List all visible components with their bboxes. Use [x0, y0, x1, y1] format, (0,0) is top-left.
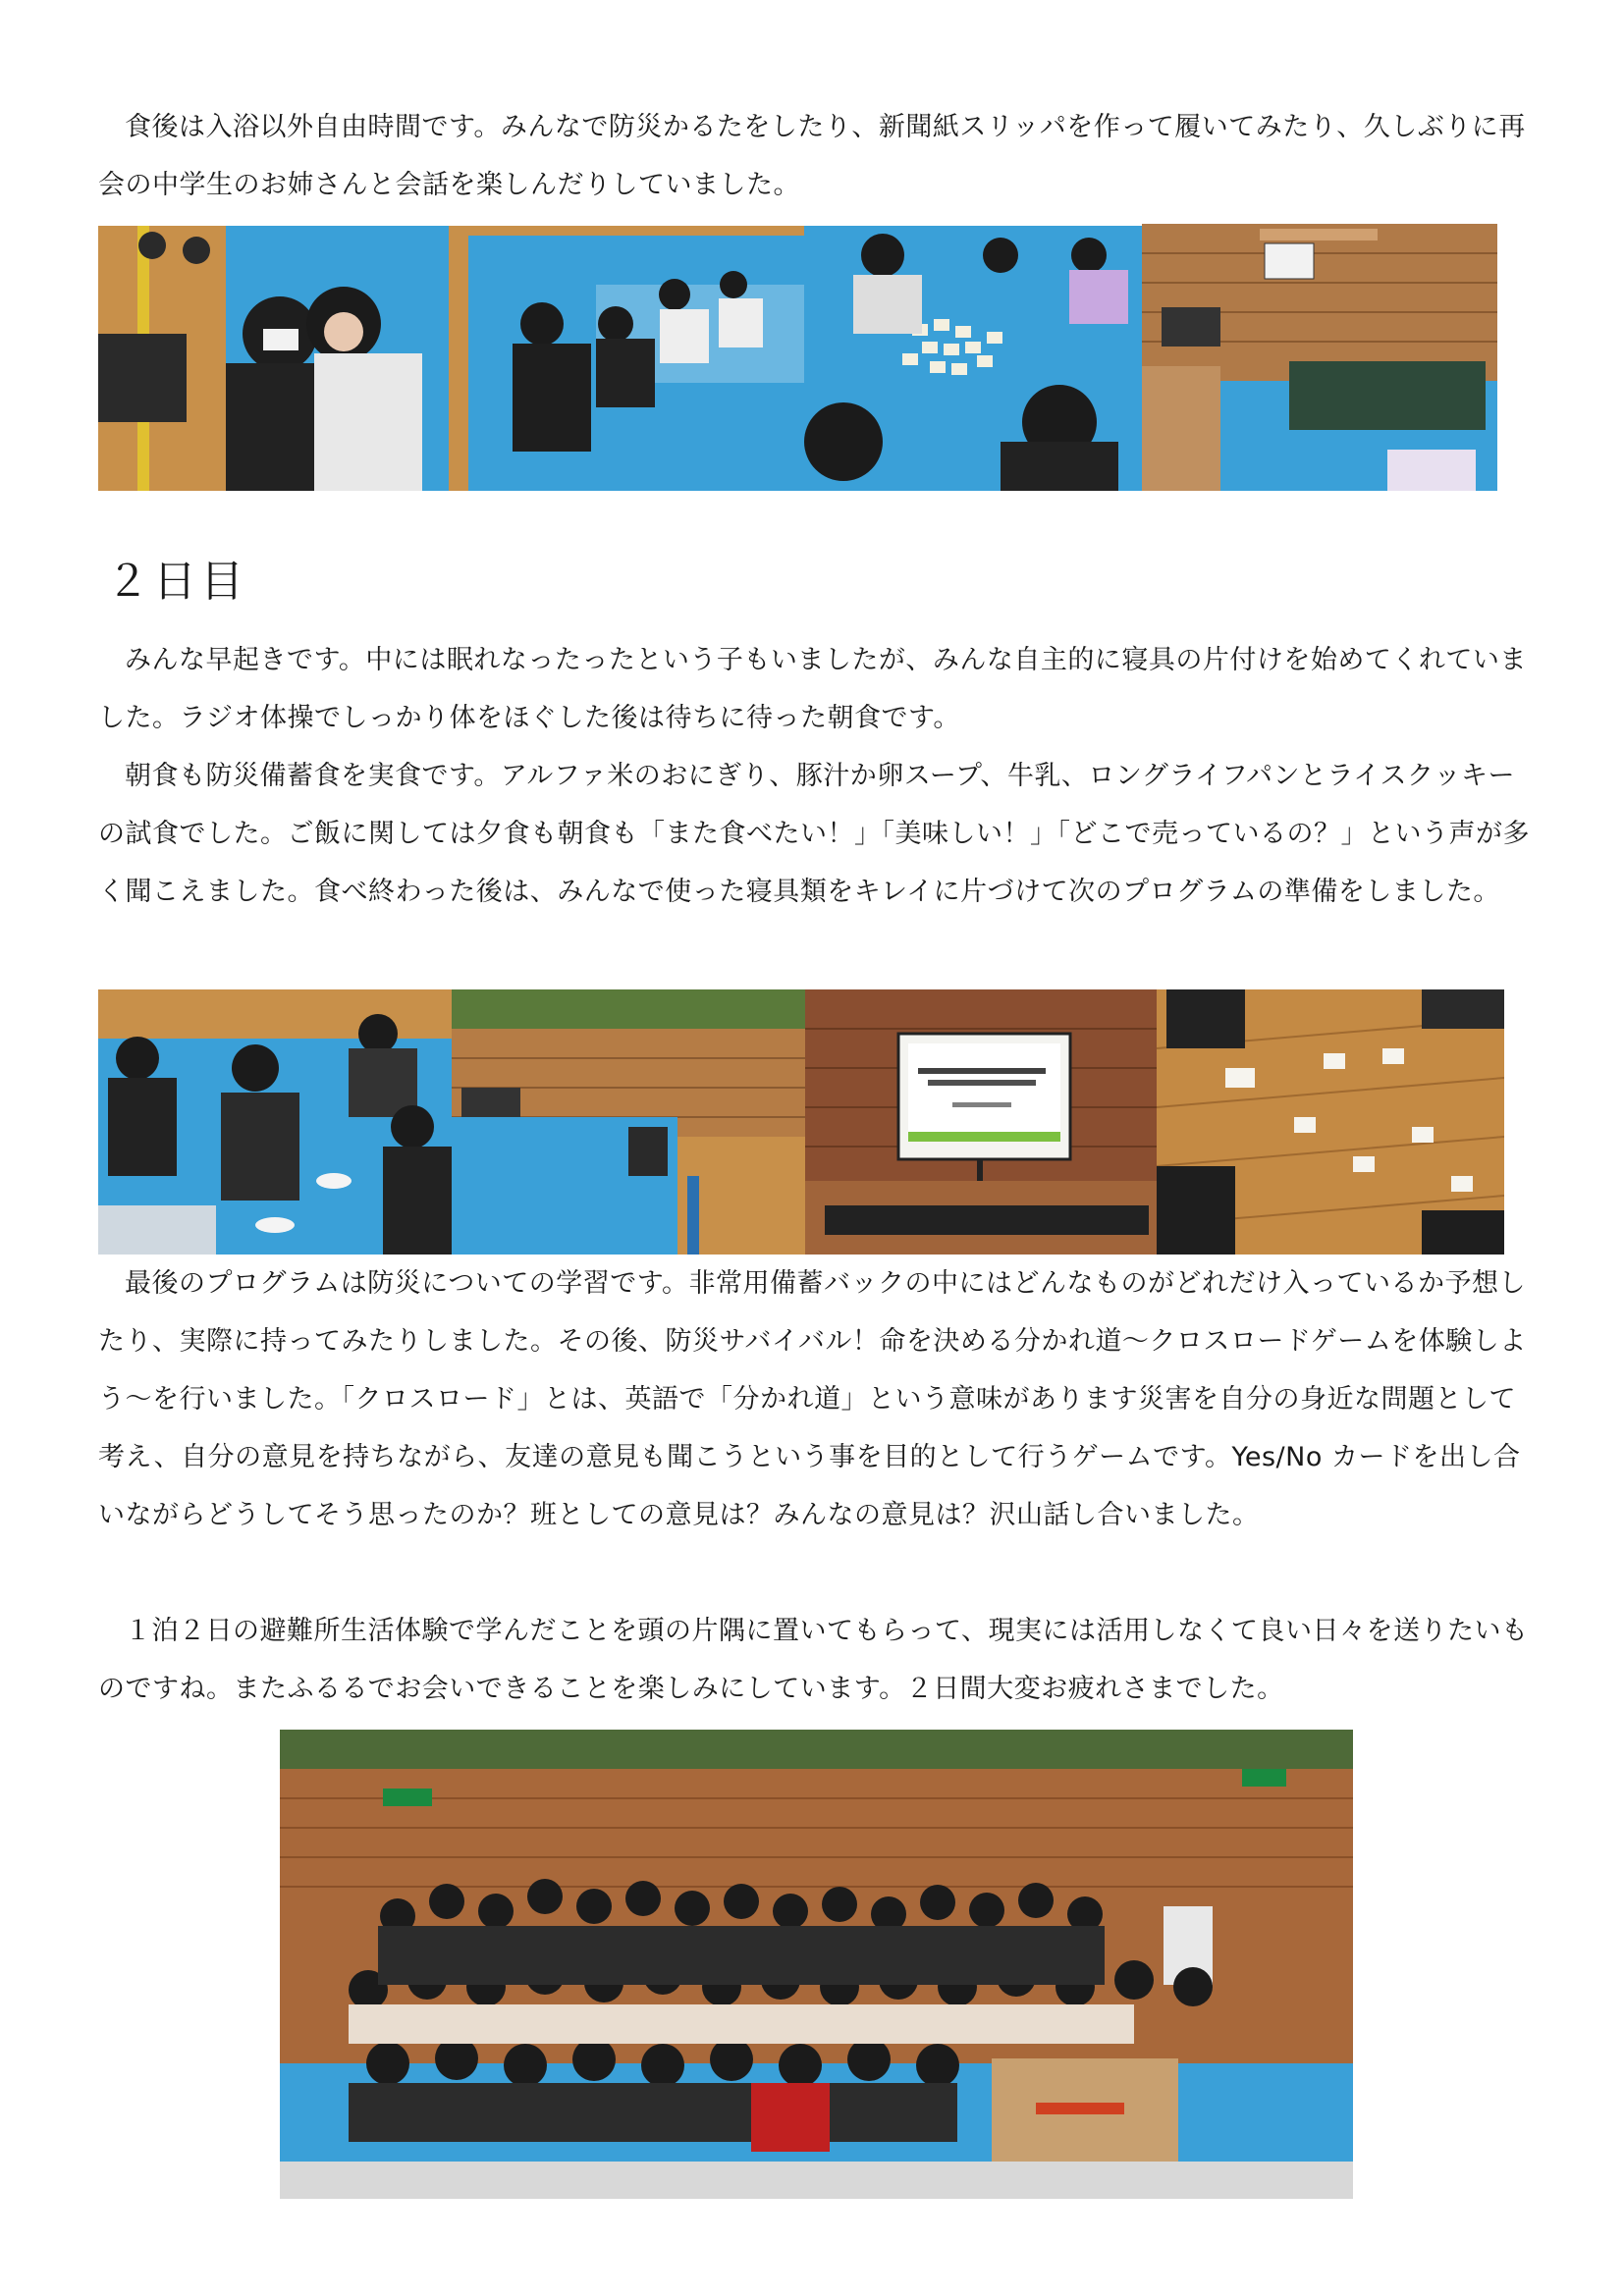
- photo-two-girls-posing: [98, 226, 449, 491]
- photo-kids-making-slippers: [449, 226, 804, 491]
- day2-paragraph-breakfast: 朝食も防災備蓄食を実食です。アルファ米のおにぎり、豚汁か卵スープ、牛乳、ロングライフパンとライスクッキーの試食でした。ご飯に関しては夕食も朝食も「また食べたい！」「美味しい！」「どこで売っているの？」という声が多く聞こえました。食べ終わった後は、みんなで使った寝具類をキレイに片づけて次のプログラムの準備をしました。: [98, 761, 1530, 907]
- day2-paragraph-closing: １泊２日の避難所生活体験で学んだことを頭の片隅に置いてもらって、現実には活用しなくて良い日々を送りたいものですね。またふるるでお会いできることを楽しみにしています。２日間大変お疲れさまでした。: [98, 1616, 1529, 1704]
- photo-gym-sleeping-area: [1142, 224, 1497, 491]
- day2-heading: ２日目: [106, 557, 247, 607]
- photo-bousai-karuta-game: [804, 226, 1142, 491]
- photo-presentation-screen: [805, 989, 1157, 1255]
- day2-paragraph-wakeup: みんな早起きです。中には眠れなったったという子もいましたが、みんな自主的に寝具の片付けを始めてくれていました。ラジオ体操でしっかり体をほぐした後は待ちに待った朝食です。: [98, 645, 1527, 733]
- day1-paragraph: 食後は入浴以外自由時間です。みんなで防災かるたをしたり、新聞紙スリッパを作って履いてみたり、久しぶりに再会の中学生のお姉さんと会話を楽しんだりしていました。: [98, 112, 1526, 200]
- day2-paragraph-learning: 最後のプログラムは防災についての学習です。非常用備蓄バックの中にはどんなものがどれだけ入っているか予想したり、実際に持ってみたりしました。その後、防災サバイバル！命を決める分かれ道～クロスロードゲームを体験しよう～を行いました。「クロスロード」とは、英語で「分かれ道」という意味があります災害を自分の身近な問題として考え、自分の意見を持ちながら、友達の意見も聞こうという事を目的として行うゲームです。Yes/No カードを出し合いながらどうしてそう思ったのか？班としての意見は？みんなの意見は？沢山話し合いました。: [98, 1268, 1527, 1530]
- photo-empty-gym-cleanup: [452, 989, 805, 1255]
- photo-group-commemorative: [280, 1730, 1353, 2199]
- photo-kids-eating-breakfast: [98, 989, 452, 1255]
- photo-crossroad-game-cards: [1157, 989, 1504, 1255]
